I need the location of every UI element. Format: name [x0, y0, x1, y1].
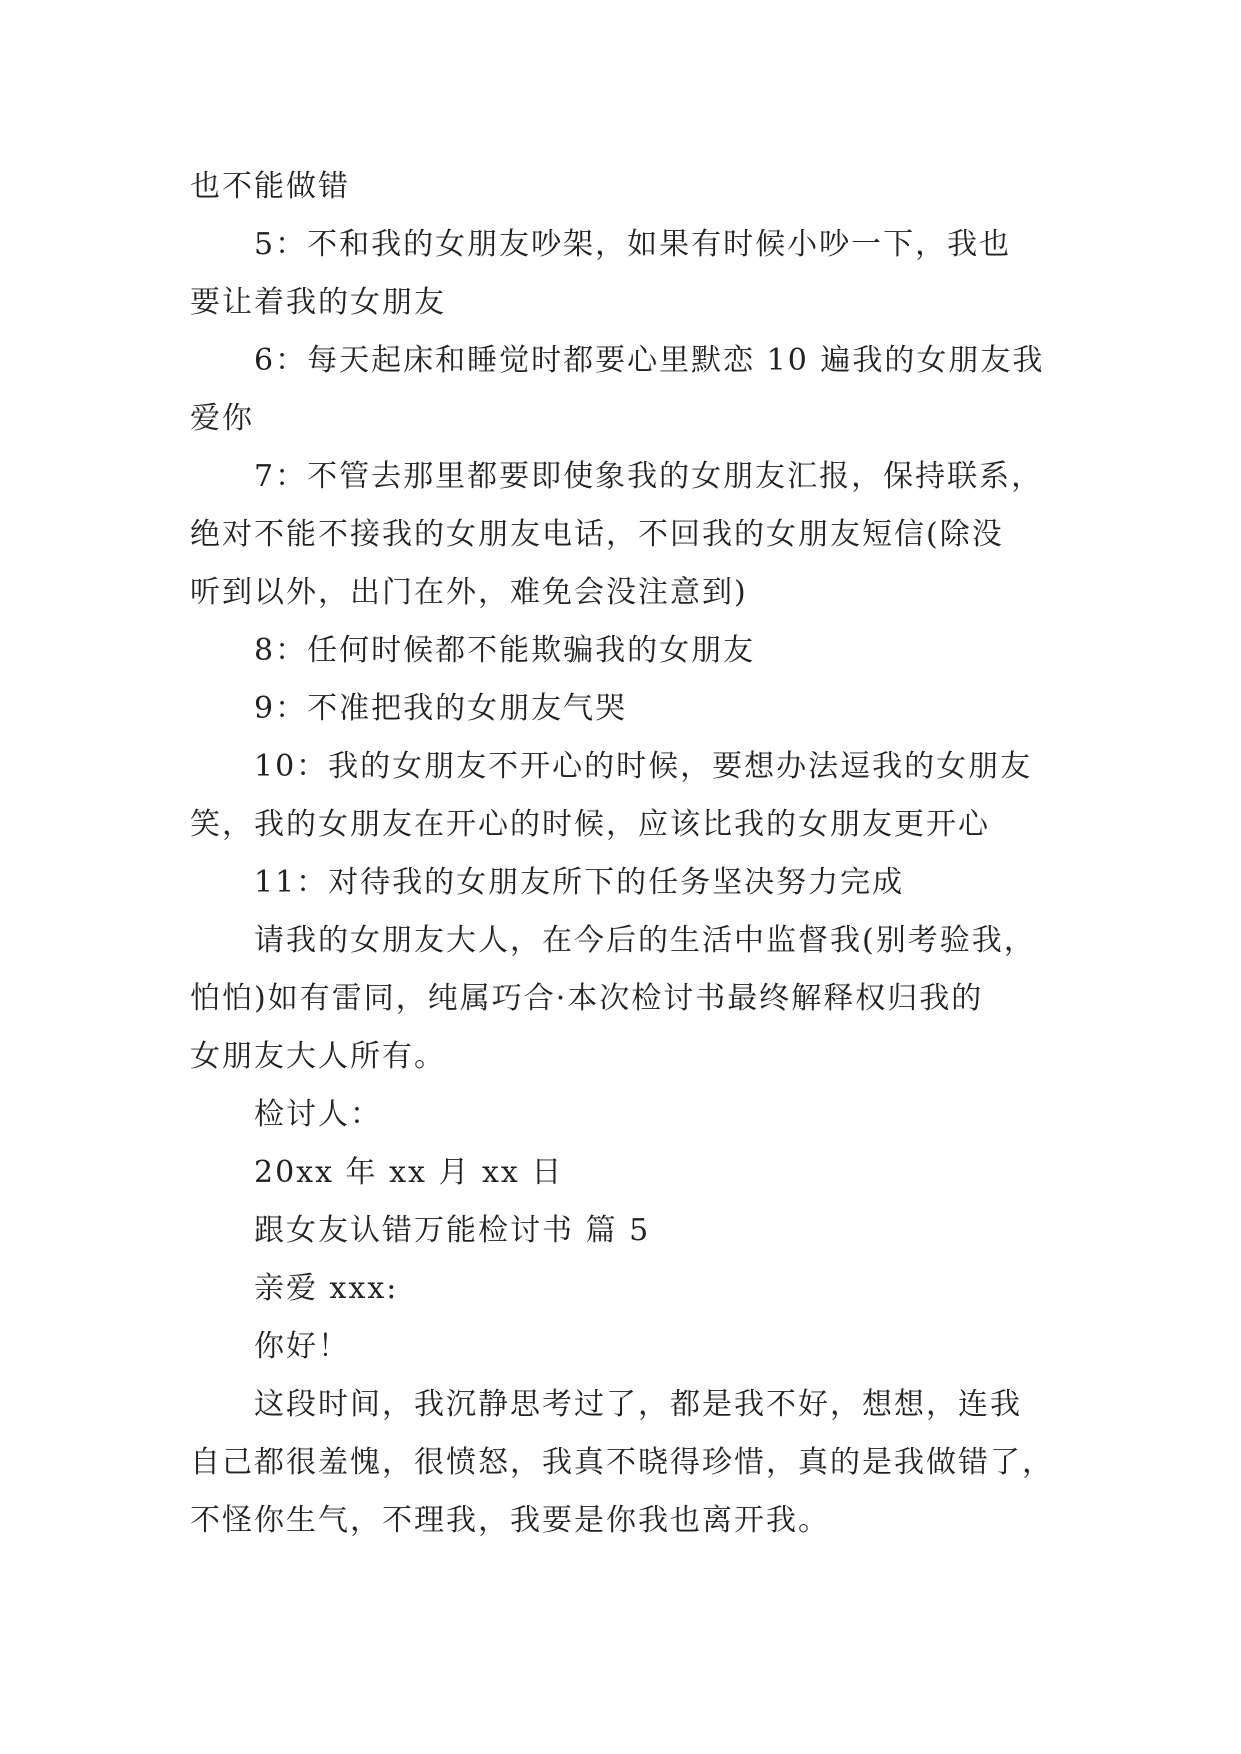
text-line: 6：每天起床和睡觉时都要心里默恋 10 遍我的女朋友我 [254, 343, 1045, 378]
text-line: 绝对不能不接我的女朋友电话，不回我的女朋友短信(除没 [190, 517, 1004, 552]
text-line: 10：我的女朋友不开心的时候，要想办法逗我的女朋友 [254, 749, 1033, 784]
text-line: 要让着我的女朋友 [190, 285, 446, 320]
text-line: 11：对待我的女朋友所下的任务坚决努力完成 [254, 865, 905, 900]
text-line: 爱你 [190, 401, 254, 436]
salutation: 亲爱 xxx: [254, 1271, 399, 1306]
text-line: 不怪你生气，不理我，我要是你我也离开我。 [190, 1503, 830, 1538]
text-line: 请我的女朋友大人，在今后的生活中监督我(别考验我， [254, 923, 1036, 958]
greeting: 你好！ [254, 1329, 350, 1364]
text-line: 8：任何时候都不能欺骗我的女朋友 [254, 633, 756, 668]
text-line: 女朋友大人所有。 [190, 1039, 446, 1074]
text-line: 自己都很羞愧，很愤怒，我真不晓得珍惜，真的是我做错了， [190, 1445, 1054, 1480]
text-line: 7：不管去那里都要即使象我的女朋友汇报，保持联系， [254, 459, 1044, 494]
document-body [190, 158, 1060, 1550]
date-line: 20xx 年 xx 月 xx 日 [254, 1155, 564, 1190]
text-line: 也不能做错 [190, 169, 350, 204]
text-line: 9：不准把我的女朋友气哭 [254, 691, 628, 726]
text-line: 5：不和我的女朋友吵架，如果有时候小吵一下，我也 [254, 227, 1012, 262]
text-line: 这段时间，我沉静思考过了，都是我不好，想想，连我 [254, 1387, 1022, 1422]
signature-label: 检讨人： [254, 1097, 382, 1132]
text-line: 笑，我的女朋友在开心的时候，应该比我的女朋友更开心 [190, 807, 990, 842]
text-line: 听到以外，出门在外，难免会没注意到) [190, 575, 748, 610]
text-line: 怕怕)如有雷同，纯属巧合·本次检讨书最终解释权归我的 [190, 981, 984, 1016]
section-title: 跟女友认错万能检讨书 篇 5 [254, 1213, 651, 1248]
